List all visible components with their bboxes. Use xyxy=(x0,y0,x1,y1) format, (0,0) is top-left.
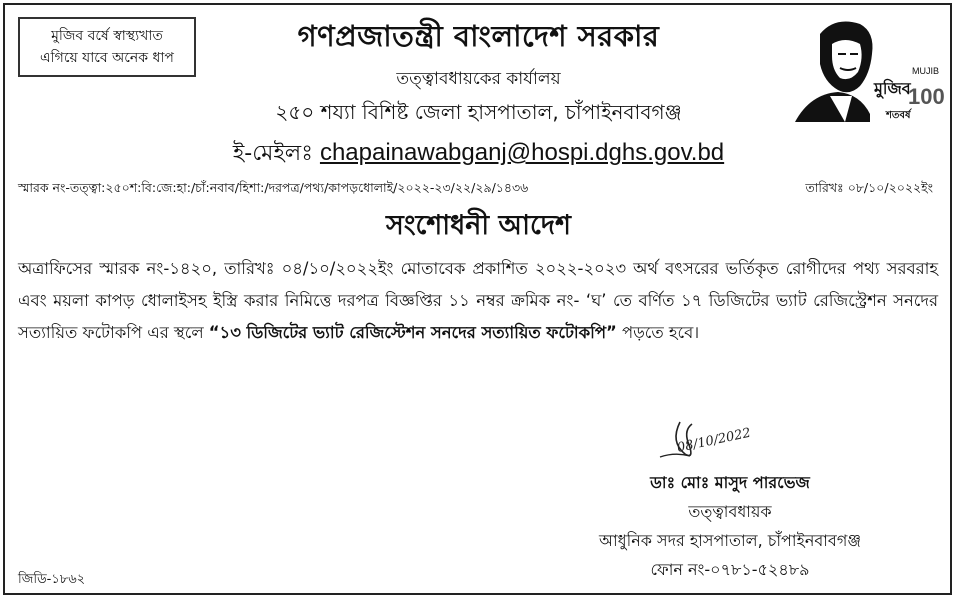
handwritten-signature xyxy=(640,412,790,472)
signatory-organization: আধুনিক সদর হাসপাতাল, চাঁপাইনবাবগঞ্জ xyxy=(598,531,861,550)
body-main: অত্রাফিসের স্মারক নং-১৪২০, তারিখঃ ০৪/১০/২০২২ইং মোতাবেক প্রকাশিত ২০২২-২০২৩ অর্থ বৎসরের ভর্তিকৃত রোগীদের পথ্য সরবরাহ এবং ময়লা কাপড় ধোলাইসহ ইস্ত্রি করার নিমিত্তে দরপত্র বিজ্ঞপ্তির ১১ নম্বর ক্রমিক নং- ‘ঘ’ তে বর্ণিত ১৭ ডিজিটের ভ্যাট রেজিস্ট্রেশন সনদের সত্যায়িত ফটোকপি এর স্থলে xyxy=(18,259,938,342)
memo-date: তারিখঃ ০৮/১০/২০২২ইং xyxy=(805,180,933,195)
logo-number: 100 xyxy=(908,84,945,109)
body-bold: “১৩ ডিজিটের ভ্যাট রেজিস্টেশন সনদের সত্যায়িত ফটোকপি” xyxy=(208,323,617,342)
email-link[interactable]: chapainawabganj@hospi.dghs.gov.bd xyxy=(319,139,725,166)
government-title: গণপ্রজাতন্ত্রী বাংলাদেশ সরকার xyxy=(297,19,660,53)
body-end: পড়তে হবে। xyxy=(616,323,700,342)
office-name: তত্ত্বাবধায়কের কার্যালয় xyxy=(396,69,561,89)
logo-text-bn: মুজিব xyxy=(874,79,911,98)
signatory-designation: তত্ত্বাবধায়ক xyxy=(688,502,772,521)
email-line xyxy=(0,136,957,173)
slogan-line-2: এগিয়ে যাবে অনেক ধাপ xyxy=(40,50,174,66)
signature-date: 08/10/2022 xyxy=(675,425,753,456)
hospital-name: ২৫০ শয্যা বিশিষ্ট জেলা হাসপাতাল, চাঁপাইনবাবগঞ্জ xyxy=(275,100,682,124)
logo-text-en: MUJIB xyxy=(912,66,939,76)
logo-sub: শতবর্ষ xyxy=(886,110,911,121)
order-body xyxy=(18,253,938,349)
order-title: সংশোধনী আদেশ xyxy=(386,210,571,241)
slogan-line-1: মুজিব বর্ষে স্বাস্থ্যখাত xyxy=(51,28,163,44)
mujib-borsho-logo xyxy=(790,14,945,124)
memo-reference: স্মারক নং-তত্ত্বা:২৫০শ:বি:জে:হা:/চাঁ:নবাব/হিশা:/দরপত্র/পথ্য/কাপড়ধোলাই/২০২২-২৩/২২/২৯/১৪৩৬ xyxy=(18,180,529,195)
gd-number: জিডি-১৮৬২ xyxy=(18,572,86,587)
signatory-block xyxy=(560,468,900,584)
email-label: ই-মেইলঃ xyxy=(232,141,313,166)
signatory-name: ডাঃ মোঃ মাসুদ পারভেজ xyxy=(650,473,810,492)
signatory-phone: ফোন নং-০৭৮১-৫২৪৮৯ xyxy=(650,560,810,579)
